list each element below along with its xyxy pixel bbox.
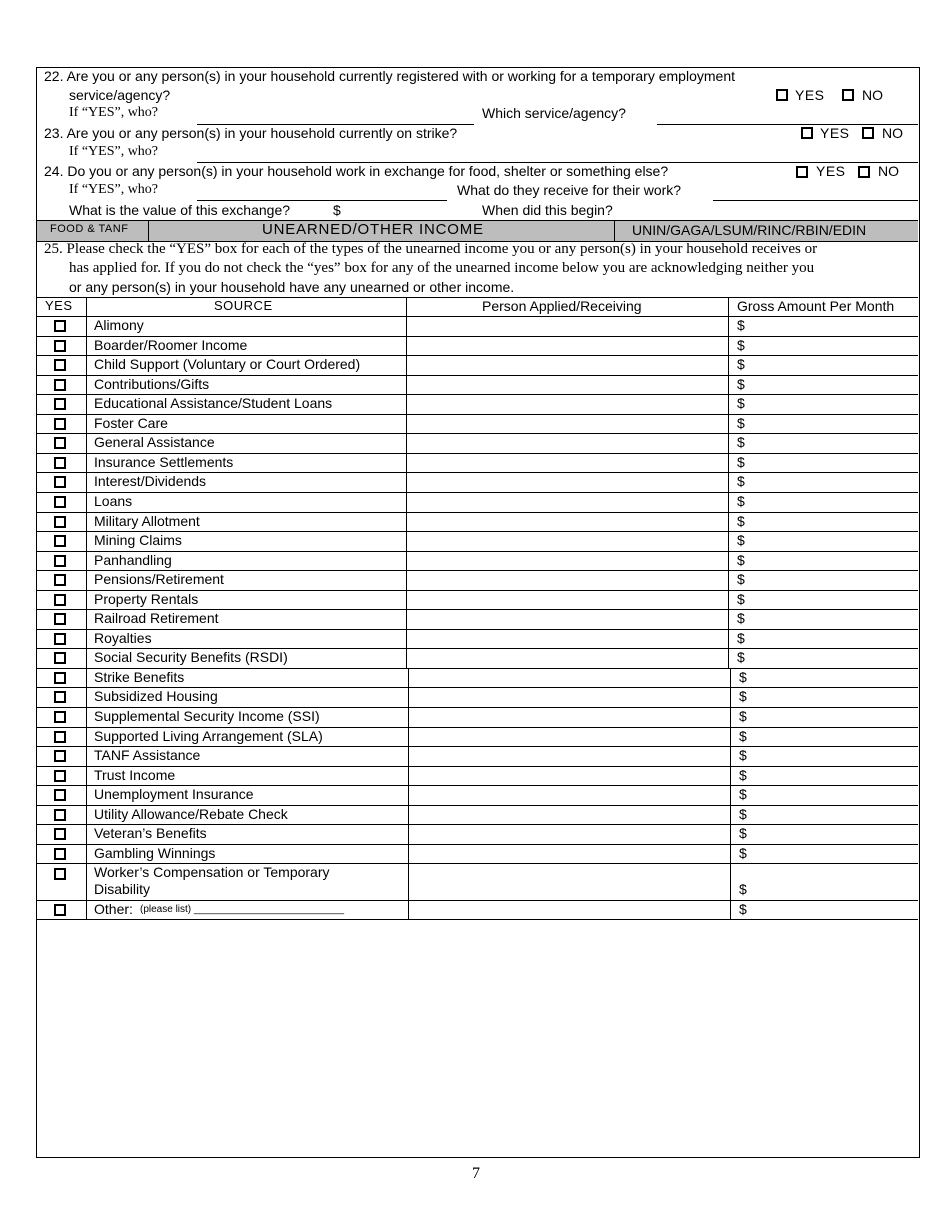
row-source-label: Military Allotment xyxy=(94,512,200,529)
row-currency: $ xyxy=(739,708,747,724)
row-yes-checkbox[interactable] xyxy=(54,750,66,762)
col-divider xyxy=(86,297,87,919)
row-person-field[interactable] xyxy=(408,454,728,472)
row-source-label: Interest/Dividends xyxy=(94,473,207,490)
row-source-label: TANF Assistance xyxy=(94,747,201,764)
row-currency: $ xyxy=(737,492,745,509)
row-person-field[interactable] xyxy=(408,532,728,550)
page-number: 7 xyxy=(472,1165,480,1182)
row-source-label: Gambling Winnings xyxy=(94,844,216,861)
row-source-label: Educational Assistance/Student Loans xyxy=(94,395,333,412)
row-yes-checkbox[interactable] xyxy=(54,731,66,743)
row-person-field[interactable] xyxy=(408,337,728,355)
row-currency: $ xyxy=(739,844,747,861)
row-source-label: Foster Care xyxy=(94,414,168,431)
row-yes-checkbox[interactable] xyxy=(54,848,66,860)
row-person-field[interactable] xyxy=(408,513,728,531)
table-row xyxy=(37,900,918,901)
row-currency: $ xyxy=(737,336,745,353)
q22-no-label: NO xyxy=(862,87,883,103)
q22-which-field[interactable] xyxy=(657,124,918,125)
row-yes-checkbox[interactable] xyxy=(54,535,66,547)
row-yes-checkbox[interactable] xyxy=(54,496,66,508)
q25-instructions: 25. Please check the “YES” box for each of the types of the unearned income you or any person(s) in your household receives or xyxy=(44,241,818,257)
col-divider xyxy=(406,297,407,668)
q24-receive-label: What do they receive for their work? xyxy=(457,182,682,198)
row-currency: $ xyxy=(737,532,745,549)
row-source-label: Subsidized Housing xyxy=(94,688,218,705)
col-divider xyxy=(728,297,729,668)
row-currency: $ xyxy=(739,881,747,898)
row-person-field[interactable] xyxy=(408,571,728,589)
row-source-label: General Assistance xyxy=(94,434,215,451)
q23-who-label: If “YES”, who? xyxy=(69,144,159,159)
row-currency: $ xyxy=(737,629,745,646)
row-source-label: Supported Living Arrangement (SLA) xyxy=(94,727,323,744)
row-currency: $ xyxy=(737,473,745,490)
row-source-label: Contributions/Gifts xyxy=(94,375,210,392)
row-yes-checkbox[interactable] xyxy=(54,359,66,371)
row-yes-checkbox[interactable] xyxy=(54,809,66,821)
q24-question: 24. Do you or any person(s) in your household work in exchange for food, shelter or something else? xyxy=(44,163,669,179)
row-yes-checkbox[interactable] xyxy=(54,574,66,586)
row-source-label: Railroad Retirement xyxy=(94,610,219,627)
row-person-field[interactable] xyxy=(408,591,728,609)
row-person-field[interactable] xyxy=(410,688,728,706)
q24-value-label: What is the value of this exchange? xyxy=(69,202,291,218)
q23-no-label: NO xyxy=(882,125,903,141)
q23-yes-label: YES xyxy=(820,125,850,141)
q24-no-checkbox[interactable] xyxy=(858,166,870,178)
q25-instructions-2: has applied for. If you do not check the “yes” box for any of the unearned income below you are acknowledging neither you xyxy=(69,260,815,276)
row-source-label-cont: Disability xyxy=(94,881,151,898)
row-person-field[interactable] xyxy=(410,747,728,765)
row-currency: $ xyxy=(737,375,745,392)
q25-instructions-3: or any person(s) in your household have any unearned or other income. xyxy=(69,279,515,295)
row-currency: $ xyxy=(739,766,747,783)
row-currency: $ xyxy=(737,356,745,373)
q23-no-checkbox[interactable] xyxy=(862,127,874,139)
section-program: FOOD & TANF xyxy=(50,223,129,235)
row-currency: $ xyxy=(739,688,747,705)
row-currency: $ xyxy=(737,434,745,451)
row-person-field[interactable] xyxy=(410,806,728,824)
row-currency: $ xyxy=(737,395,745,412)
q22-question: 22. Are you or any person(s) in your household currently registered with or working for a temporary employment xyxy=(44,68,735,84)
other-yes-checkbox[interactable] xyxy=(54,904,66,916)
row-person-field[interactable] xyxy=(408,473,728,491)
row-person-field[interactable] xyxy=(408,434,728,452)
row-source-label: Panhandling xyxy=(94,551,172,568)
row-currency: $ xyxy=(737,512,745,529)
row-source-label: Pensions/Retirement xyxy=(94,571,224,588)
row-yes-checkbox[interactable] xyxy=(54,770,66,782)
row-source-label: Boarder/Roomer Income xyxy=(94,336,248,353)
row-person-field[interactable] xyxy=(408,493,728,511)
row-person-field[interactable] xyxy=(410,845,728,863)
row-yes-checkbox[interactable] xyxy=(54,457,66,469)
row-source-label: Strike Benefits xyxy=(94,668,185,685)
row-source-label: Social Security Benefits (RSDI) xyxy=(94,649,288,666)
row-yes-checkbox[interactable] xyxy=(54,340,66,352)
row-currency: $ xyxy=(737,317,745,333)
row-currency: $ xyxy=(737,551,745,568)
row-yes-checkbox[interactable] xyxy=(54,789,66,801)
table-bottom-border xyxy=(37,919,918,920)
row-source-label: Veteran’s Benefits xyxy=(94,825,207,842)
q22-who-label: If “YES”, who? xyxy=(69,105,159,120)
q22-no-checkbox[interactable] xyxy=(842,89,854,101)
q24-receive-field[interactable] xyxy=(713,200,918,201)
row-yes-checkbox[interactable] xyxy=(54,437,66,449)
row-source-label: Worker’s Compensation or Temporary xyxy=(94,864,330,881)
row-person-field[interactable] xyxy=(410,708,728,726)
row-yes-checkbox[interactable] xyxy=(54,398,66,410)
row-source-label: Supplemental Security Income (SSI) xyxy=(94,708,320,724)
header-yes: YES xyxy=(45,298,73,313)
section-codes: UNIN/GAGA/LSUM/RINC/RBIN/EDIN xyxy=(632,222,867,238)
header-person: Person Applied/Receiving xyxy=(482,298,642,314)
col-divider xyxy=(730,668,731,920)
row-person-field[interactable] xyxy=(410,728,728,746)
q22-which-label: Which service/agency? xyxy=(482,105,626,121)
row-source-label: Loans xyxy=(94,492,133,509)
row-person-field[interactable] xyxy=(408,317,728,335)
q24-value-dollar: $ xyxy=(333,202,341,218)
row-source-label: Royalties xyxy=(94,629,152,646)
q24-who-field[interactable] xyxy=(197,200,447,201)
row-yes-checkbox[interactable] xyxy=(54,652,66,664)
row-yes-checkbox[interactable] xyxy=(54,672,66,684)
q22-yes-checkbox[interactable] xyxy=(776,89,788,101)
q22-yes-label: YES xyxy=(795,87,825,103)
row-currency: $ xyxy=(739,727,747,744)
q24-who-label: If “YES”, who? xyxy=(69,182,159,197)
row-yes-checkbox[interactable] xyxy=(54,711,66,723)
row-source-label: Trust Income xyxy=(94,766,176,783)
row-yes-checkbox[interactable] xyxy=(54,633,66,645)
row-yes-checkbox[interactable] xyxy=(54,613,66,625)
row-person-field[interactable] xyxy=(408,630,728,648)
q23-question: 23. Are you or any person(s) in your household currently on strike? xyxy=(44,125,458,141)
row-person-field[interactable] xyxy=(410,767,728,785)
row-yes-checkbox[interactable] xyxy=(54,476,66,488)
row-currency: $ xyxy=(737,610,745,627)
row-person-field[interactable] xyxy=(408,552,728,570)
row-person-field[interactable] xyxy=(410,825,728,843)
row-yes-checkbox[interactable] xyxy=(54,594,66,606)
header-source: SOURCE xyxy=(214,298,273,313)
row-source-label: Alimony xyxy=(94,317,144,333)
row-source-label: Insurance Settlements xyxy=(94,453,234,470)
row-currency: $ xyxy=(739,805,747,822)
row-source-label: Mining Claims xyxy=(94,532,182,549)
row-currency: $ xyxy=(737,649,745,666)
row-person-field[interactable] xyxy=(410,786,728,804)
row-currency: $ xyxy=(737,453,745,470)
row-person-field[interactable] xyxy=(408,376,728,394)
row-source-label: Utility Allowance/Rebate Check xyxy=(94,805,288,822)
row-currency: $ xyxy=(739,825,747,842)
row-currency: $ xyxy=(737,414,745,431)
row-person-field[interactable] xyxy=(408,356,728,374)
row-yes-checkbox[interactable] xyxy=(54,418,66,430)
row-yes-checkbox[interactable] xyxy=(54,379,66,391)
row-yes-checkbox[interactable] xyxy=(54,828,66,840)
other-hint: (please list) ___________________________ xyxy=(140,904,345,916)
row-source-label: Child Support (Voluntary or Court Ordered) xyxy=(94,356,361,373)
q24-yes-label: YES xyxy=(816,163,846,179)
row-person-field[interactable] xyxy=(408,649,728,667)
row-yes-checkbox[interactable] xyxy=(54,691,66,703)
row-person-field[interactable] xyxy=(408,395,728,413)
row-currency: $ xyxy=(737,571,745,588)
q23-yes-checkbox[interactable] xyxy=(801,127,813,139)
row-yes-checkbox[interactable] xyxy=(54,320,66,332)
row-person-field[interactable] xyxy=(410,669,728,687)
row-currency: $ xyxy=(739,901,747,918)
row-currency: $ xyxy=(739,747,747,764)
row-currency: $ xyxy=(739,668,747,685)
row-source-label: Unemployment Insurance xyxy=(94,786,254,803)
q24-no-label: NO xyxy=(878,163,899,179)
q24-begin-label: When did this begin? xyxy=(482,202,613,218)
other-label: Other: xyxy=(94,901,133,918)
q24-yes-checkbox[interactable] xyxy=(796,166,808,178)
col-divider xyxy=(408,668,409,920)
row-yes-checkbox[interactable] xyxy=(54,868,66,880)
section-title: UNEARNED/OTHER INCOME xyxy=(262,221,484,238)
header-amount: Gross Amount Per Month xyxy=(737,298,895,314)
row-source-label: Property Rentals xyxy=(94,590,199,607)
row-person-field[interactable] xyxy=(408,610,728,628)
row-person-field[interactable] xyxy=(408,415,728,433)
row-yes-checkbox[interactable] xyxy=(54,516,66,528)
row-currency: $ xyxy=(737,590,745,607)
row-currency: $ xyxy=(739,786,747,803)
row-yes-checkbox[interactable] xyxy=(54,555,66,567)
q22-question-cont: service/agency? xyxy=(69,87,171,103)
